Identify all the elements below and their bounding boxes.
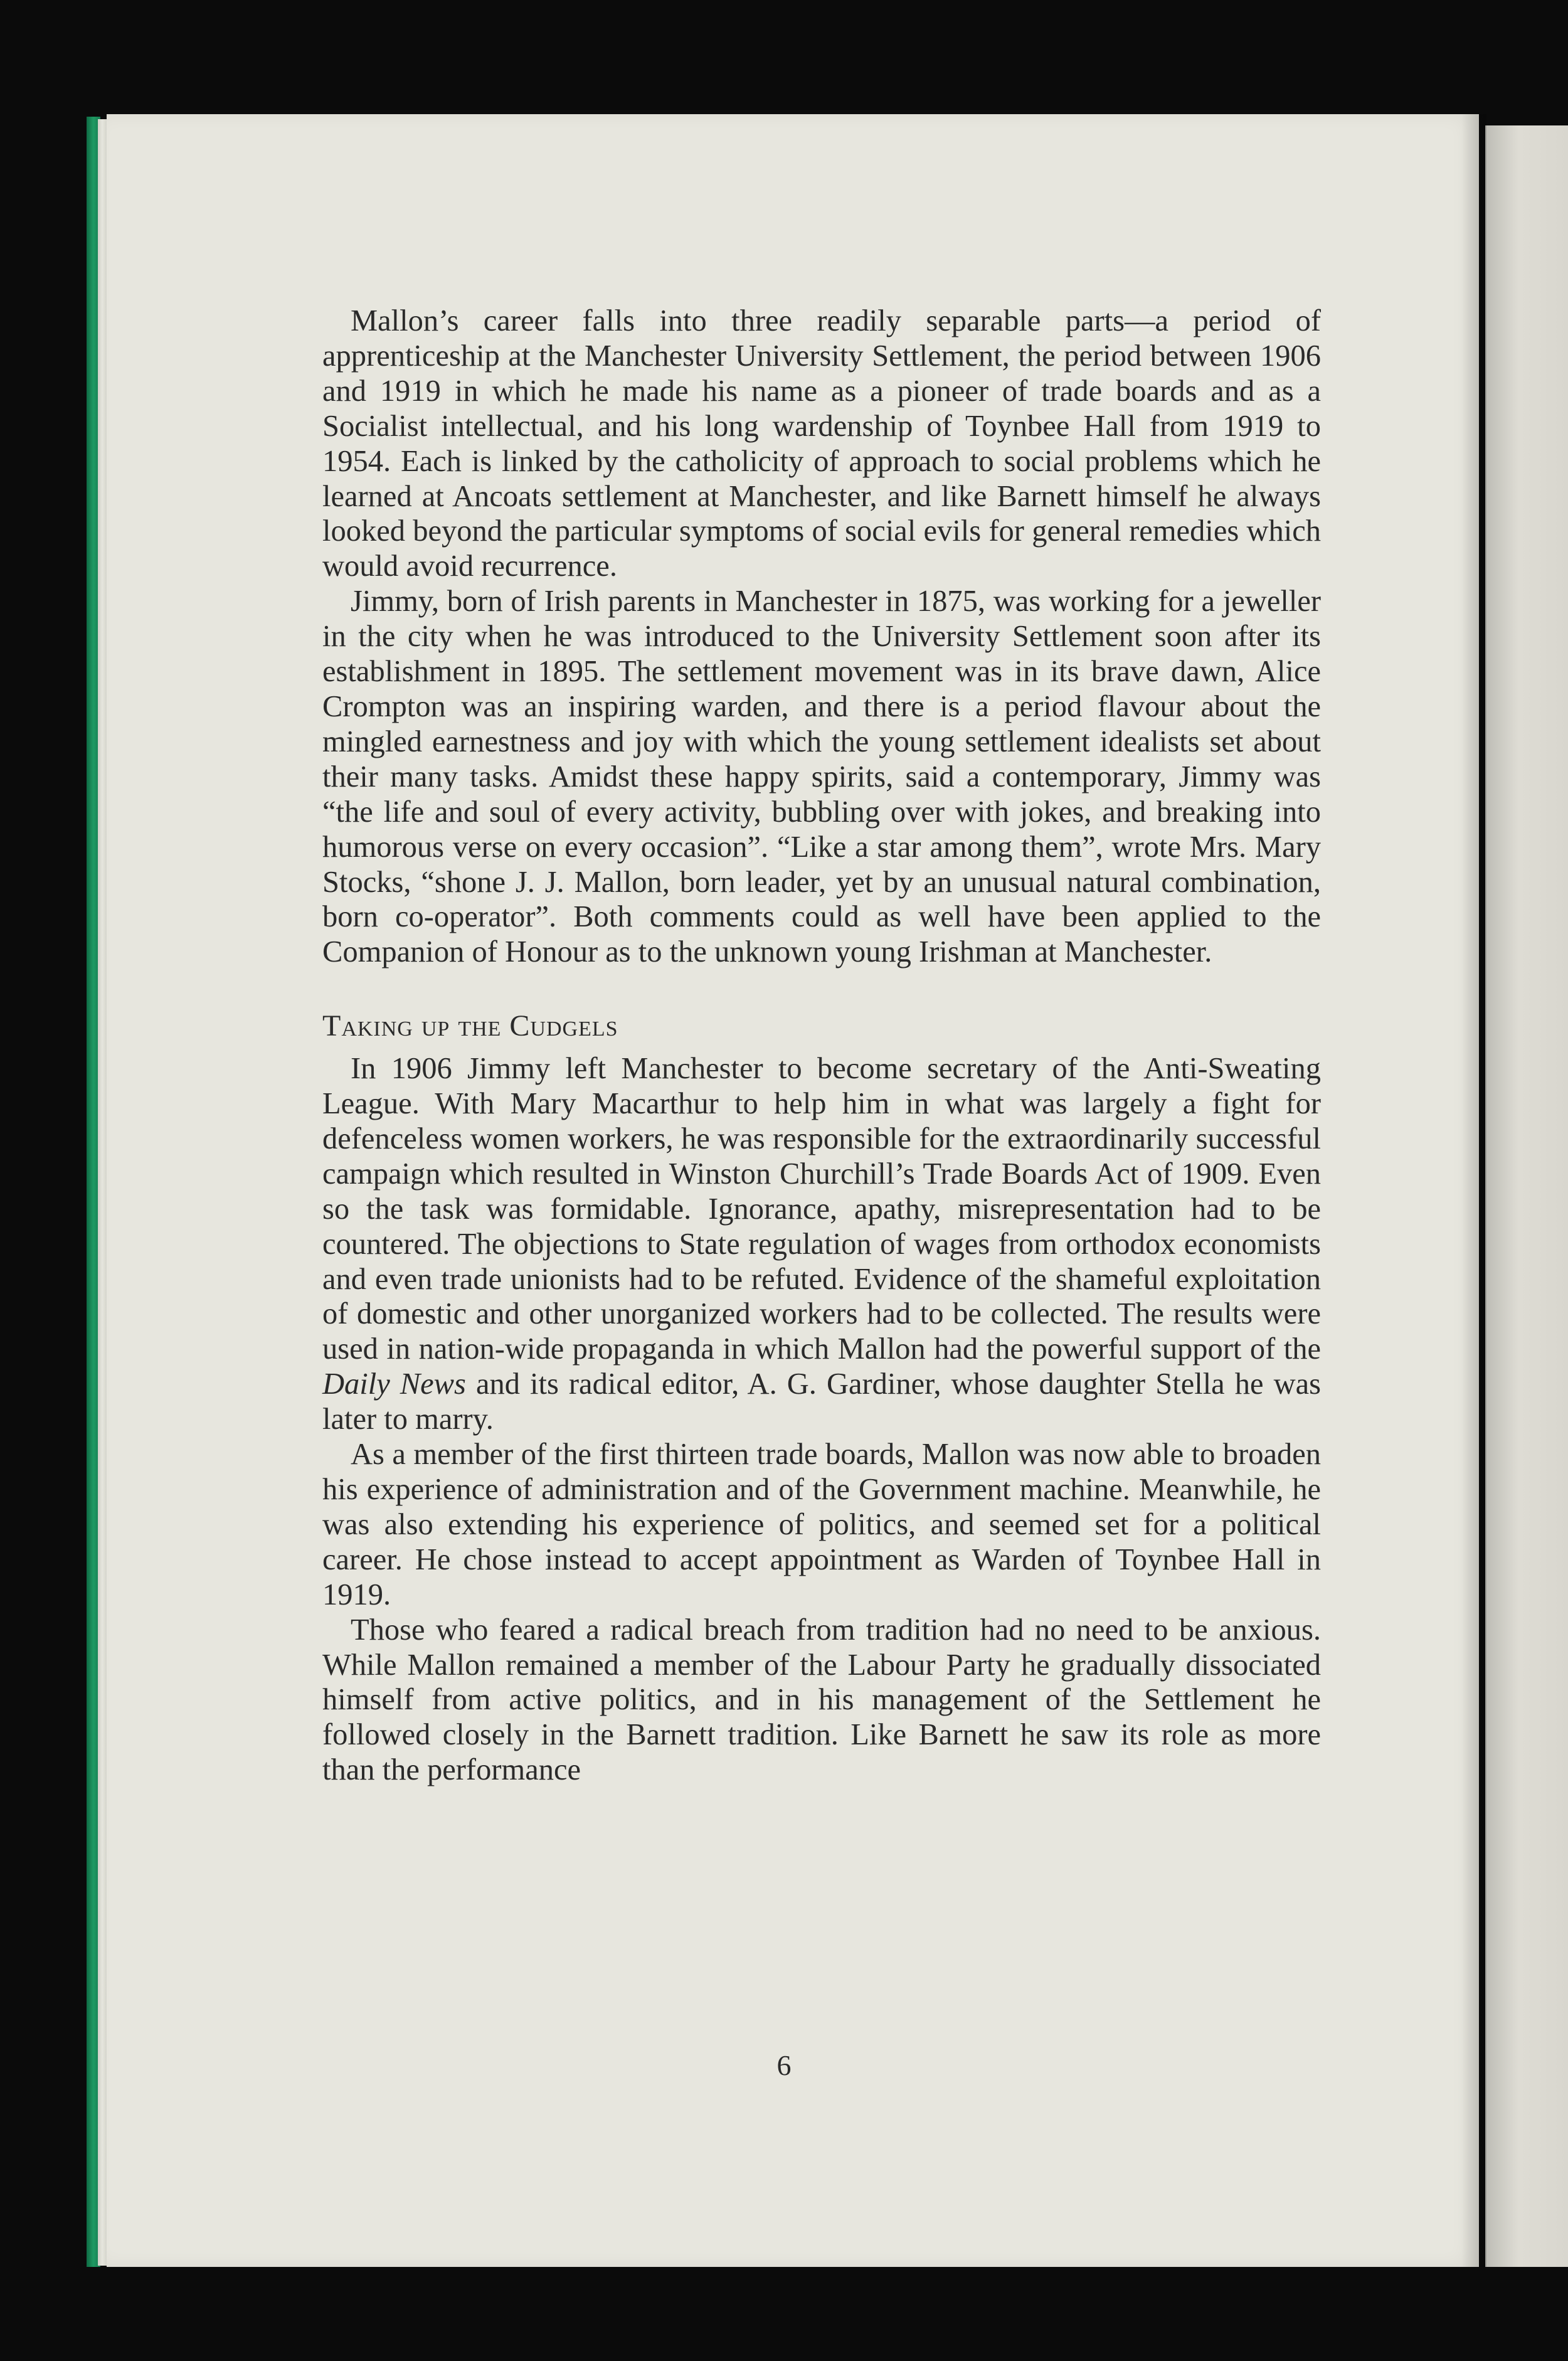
body-text: [322, 304, 1321, 1788]
paragraph-trade-boards: As a member of the first thirteen trade boards, Mallon was now able to broaden his experience of administration and of the Government machine. Meanwhile, he was also extending his experience of politics, and seemed set for a political career. He chose instead to accept appointment as Warden of Toynbee Hall in 1919.: [322, 1438, 1321, 1611]
page-number: 6: [776, 2049, 792, 2081]
paragraph-barnett-tradition: Those who feared a radical breach from tradition had no need to be anxious. While Mallon remained a member of the Labour Party he gradually dissociated himself from active politics, and in his management of the Settlement he followed closely in the Barnett tradition. Like Barnett he saw its role as more than the performance: [322, 1613, 1321, 1787]
paragraph-text: In 1906 Jimmy left Manchester to become secretary of the Anti-Sweating League. With Mary Macarthur to help him in what was largely a fight for defenceless women workers, he was responsible for the extraordinarily successful campaign which resulted in Winston Churchill’s Trade Boards Act of 1909. Even so the task was formidable. Ignorance, apathy, misrepresentation had to be countered. The objections to State regulation of wages from orthodox economists and even trade unionists had to be refuted. Evidence of the shameful exploitation of domestic and other unorganized workers had to be collected. The results were used in nation-wide propaganda in which Mallon had the powerful support of the: [322, 1052, 1321, 1366]
gutter-shadow: [1461, 114, 1486, 2267]
facing-page-edge: [1485, 125, 1568, 2267]
paragraph-text: and its radical editor, A. G. Gardiner, whose daughter Stella he was later to marry.: [322, 1367, 1321, 1436]
paragraph-anti-sweating: [322, 1051, 1321, 1437]
paragraph-career-overview: Mallon’s career falls into three readily separable parts—a period of apprenticeship at the Manchester University Settlement, the period between 1906 and 1919 in which he made his name as a pioneer of trade boards and as a Socialist intellectual, and his long wardenship of Toynbee Hall from 1919 to 1954. Each is linked by the catholicity of approach to social problems which he learned at Ancoats settlement at Manchester, and like Barnett himself he always looked beyond the particular symptoms of social evils for general remedies which would avoid recurrence.: [322, 304, 1321, 583]
section-heading: Taking up the Cudgels: [322, 1009, 618, 1043]
paragraph-early-life: Jimmy, born of Irish parents in Manchester in 1875, was working for a jeweller in the city when he was introduced to the University Settlement soon after its establishment in 1895. The settlement movement was in its brave dawn, Alice Crompton was an inspiring warden, and there is a period flavour about the mingled earnestness and joy with which the young settlement idealists set about their many tasks. Amidst these happy spirits, said a contemporary, Jimmy was “the life and soul of every activity, bubbling over with jokes, and breaking into humorous verse on every occasion”. “Like a star among them”, wrote Mrs. Mary Stocks, “shone J. J. Mallon, born leader, yet by an unusual natural combination, born co-operator”. Both comments could as well have been applied to the Companion of Honour as to the unknown young Irishman at Manchester.: [322, 585, 1321, 969]
newspaper-title: Daily News: [322, 1367, 466, 1401]
page-stack-edge: [98, 119, 107, 2266]
